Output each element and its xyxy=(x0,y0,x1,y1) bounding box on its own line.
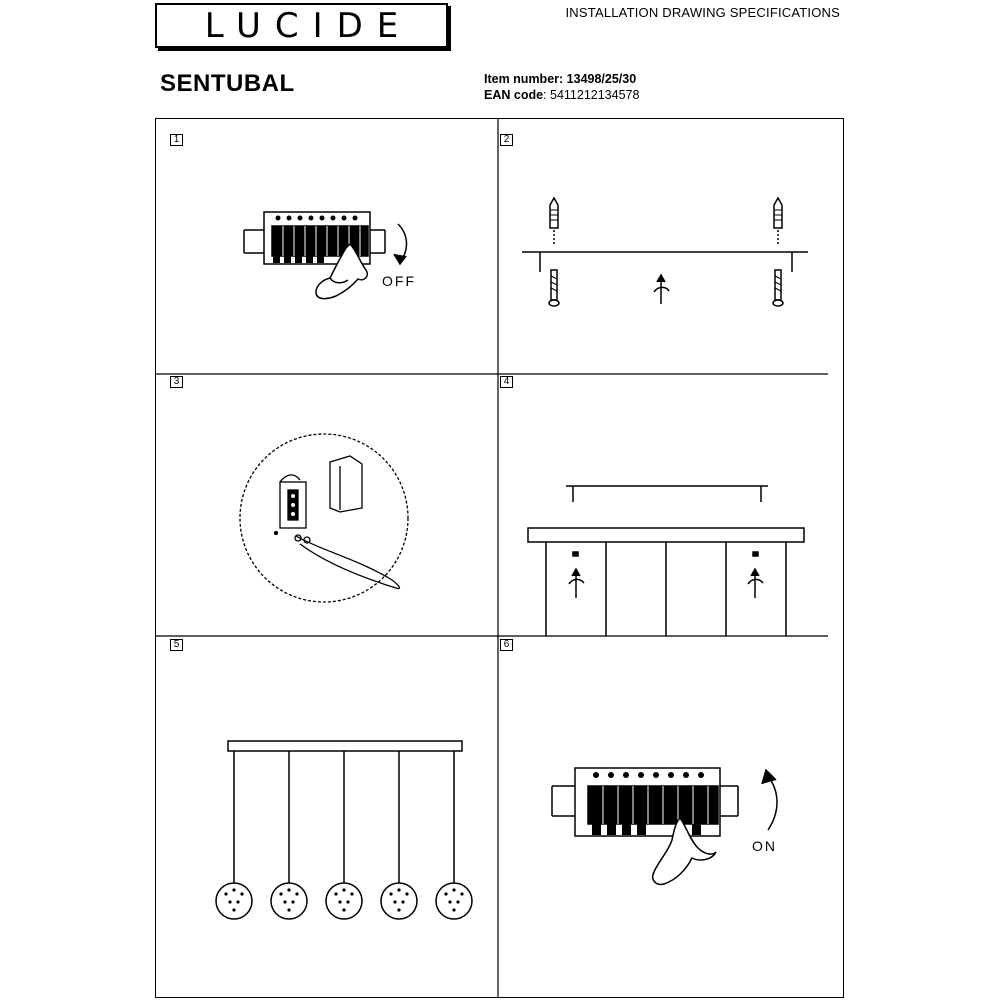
step-4-canopy-drawing xyxy=(528,486,804,636)
step-2-mounting-drawing xyxy=(522,198,808,306)
step-5-pendant-drawing xyxy=(216,741,472,919)
step-6-on-label: ON xyxy=(752,838,777,854)
brand-logo-text: LUCIDE xyxy=(204,5,413,46)
step-number-4: 4 xyxy=(500,376,513,388)
product-name: SENTUBAL xyxy=(160,70,295,97)
ean-code-label: EAN code xyxy=(484,88,544,102)
step-number-5: 5 xyxy=(170,639,183,651)
step-6-breaker-on-drawing xyxy=(552,768,777,884)
grid-lines xyxy=(156,119,828,997)
ean-code-value: : 5411212134578 xyxy=(543,88,640,102)
step-number-1: 1 xyxy=(170,134,183,146)
item-number-label: Item number: xyxy=(484,72,564,86)
item-number-value: 13498/25/30 xyxy=(566,72,637,86)
step-number-2: 2 xyxy=(500,134,513,146)
document-title: INSTALLATION DRAWING SPECIFICATIONS xyxy=(565,5,840,20)
step-1-off-label: OFF xyxy=(382,273,416,289)
step-number-3: 3 xyxy=(170,376,183,388)
step-3-wiring-drawing xyxy=(240,434,408,602)
step-number-6: 6 xyxy=(500,639,513,651)
